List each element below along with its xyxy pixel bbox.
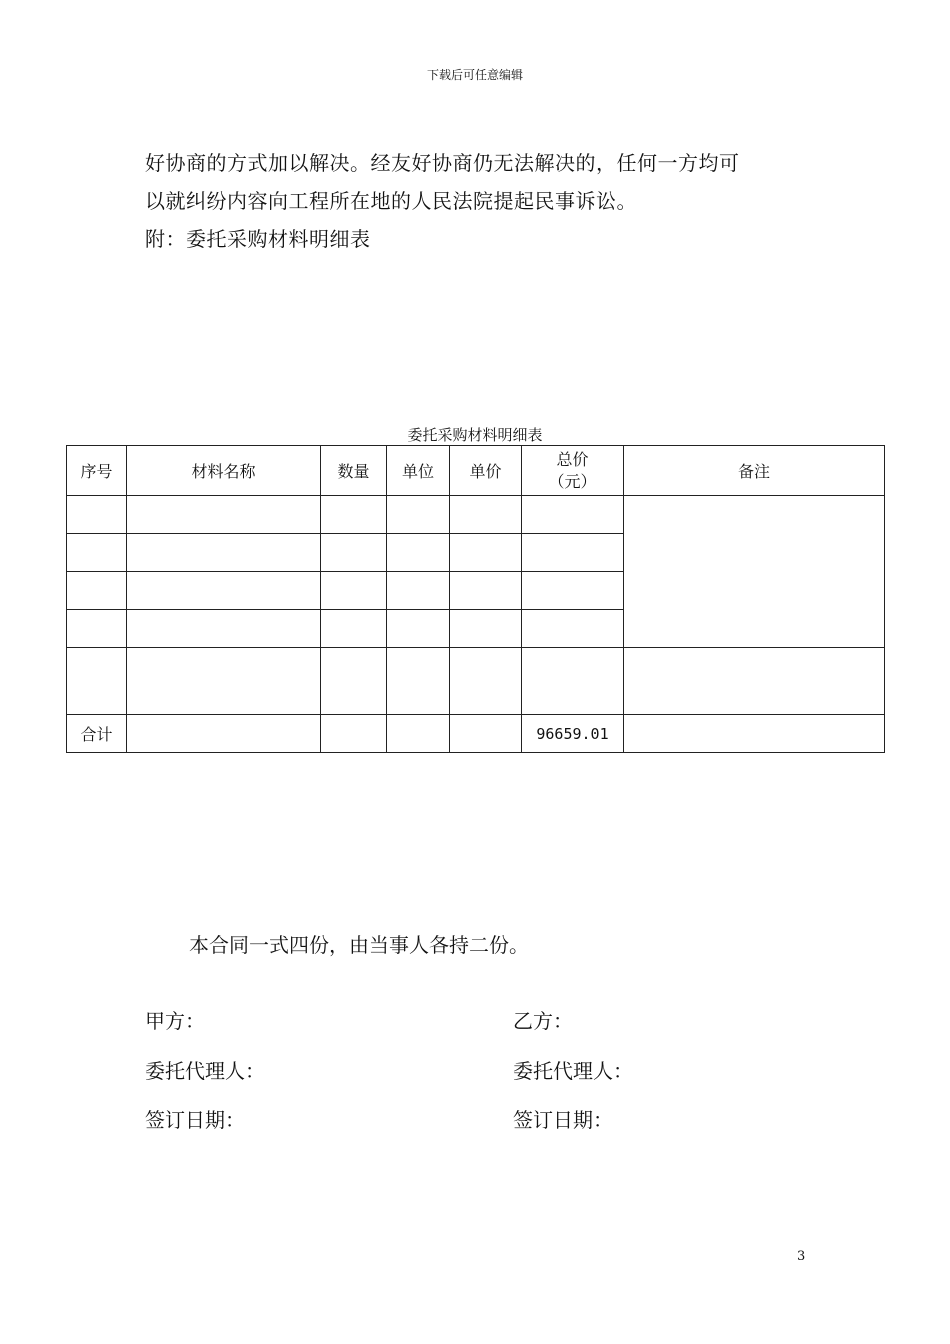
table-cell [522, 648, 624, 715]
table-cell [450, 572, 522, 610]
remarks-cell [624, 496, 885, 648]
agent-b-label: 委托代理人： [513, 1059, 633, 1083]
table-cell [624, 715, 885, 753]
table-cell [321, 534, 387, 572]
table-cell [387, 715, 450, 753]
table-cell [387, 610, 450, 648]
table-cell [450, 610, 522, 648]
table-title: 委托采购材料明细表 [407, 426, 543, 444]
total-price-value: 96659.01 [522, 715, 624, 753]
page-header: 下载后可任意编辑 [426, 68, 523, 82]
table-cell [387, 648, 450, 715]
table-cell [67, 648, 127, 715]
table-cell [321, 610, 387, 648]
header-remarks: 备注 [624, 446, 885, 496]
table-cell [450, 648, 522, 715]
table-row [67, 496, 885, 534]
table-cell [127, 496, 321, 534]
table-cell [522, 610, 624, 648]
table-cell [450, 496, 522, 534]
table-cell [321, 715, 387, 753]
header-index: 序号 [67, 446, 127, 496]
table-cell [67, 572, 127, 610]
table-cell [67, 610, 127, 648]
party-b-label: 乙方： [513, 1009, 573, 1033]
table-header-row [67, 446, 885, 496]
body-line-2: 以就纠纷内容向工程所在地的人民法院提起民事诉讼。 [145, 189, 637, 213]
party-a-label: 甲方： [145, 1009, 205, 1033]
table-cell [387, 572, 450, 610]
table-cell [321, 496, 387, 534]
table-cell [127, 648, 321, 715]
table-row [67, 648, 885, 715]
materials-table [66, 445, 885, 753]
table-cell [127, 715, 321, 753]
sign-date-a-label: 签订日期： [145, 1108, 245, 1132]
copies-statement: 本合同一式四份，由当事人各持二份。 [189, 933, 529, 957]
header-quantity: 数量 [321, 446, 387, 496]
sign-date-b-label: 签订日期： [513, 1108, 613, 1132]
header-material-name: 材料名称 [127, 446, 321, 496]
table-cell [321, 572, 387, 610]
table-cell [127, 572, 321, 610]
header-unit: 单位 [387, 446, 450, 496]
table-cell [67, 496, 127, 534]
header-unit-price: 单价 [450, 446, 522, 496]
table-cell [321, 648, 387, 715]
attachment-line: 附：委托采购材料明细表 [145, 227, 371, 251]
table-cell [450, 534, 522, 572]
agent-a-label: 委托代理人： [145, 1059, 265, 1083]
table-cell [522, 534, 624, 572]
header-total-price: 总价 （元） [522, 446, 624, 496]
table-cell [67, 534, 127, 572]
table-cell [522, 496, 624, 534]
table-cell [450, 715, 522, 753]
table-cell [387, 496, 450, 534]
body-line-1: 好协商的方式加以解决。经友好协商仍无法解决的，任何一方均可 [145, 151, 740, 175]
total-label: 合计 [67, 715, 127, 753]
table-cell [127, 534, 321, 572]
total-row [67, 715, 885, 753]
table-cell [522, 572, 624, 610]
table-cell [127, 610, 321, 648]
table-cell [624, 648, 885, 715]
page-number: 3 [797, 1249, 806, 1264]
table-cell [387, 534, 450, 572]
